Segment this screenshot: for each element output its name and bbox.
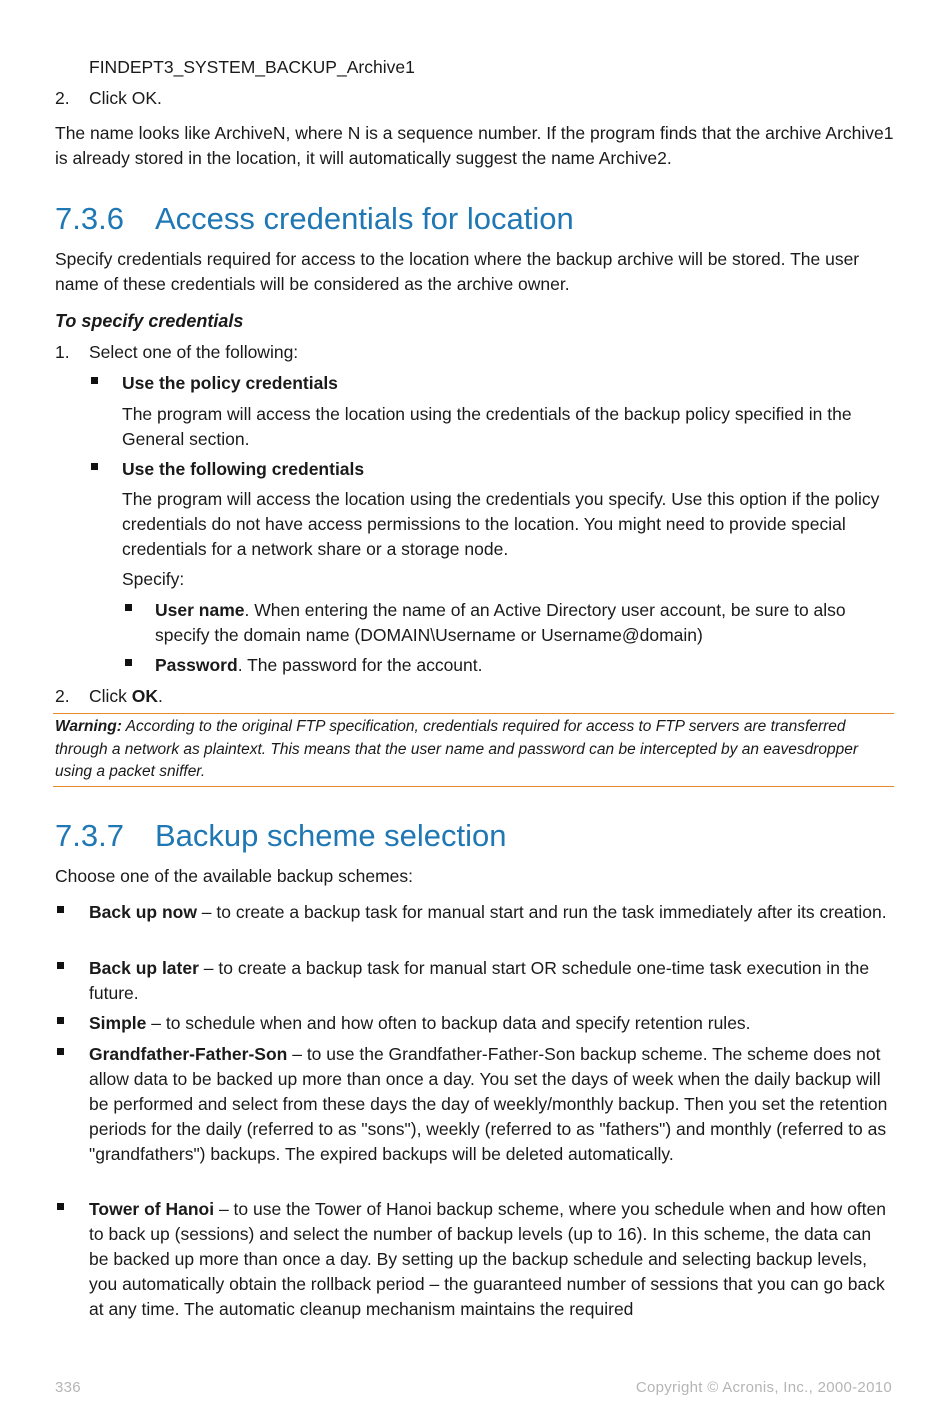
list-item: Back up later – to create a backup task for manual start OR schedule one-time task execution in the future. — [89, 958, 870, 1003]
specify-label: Specify: — [122, 569, 185, 589]
bullet-icon — [125, 659, 132, 666]
option-description: The program will access the location using the credentials of the backup policy specified in the General section. — [122, 404, 852, 449]
step-number: 2. — [55, 686, 70, 706]
bullet-icon — [91, 377, 98, 384]
list-item: Tower of Hanoi – to use the Tower of Hanoi backup scheme, where you schedule when and how often to back up (sessions) and select the number of backup levels (up to 16). In this scheme, the data can be backed up more than once a day. By setting up the backup schedule and selecting backup levels, you automatically obtain the rollback period – the guaranteed number of sessions that you can go back at any time. The automatic cleanup mechanism maintains the required — [89, 1199, 886, 1319]
bullet-icon — [57, 962, 64, 969]
section-number: 7.3.7 — [55, 818, 124, 853]
step-text: Click OK. — [89, 686, 163, 706]
archive-name-example: FINDEPT3_SYSTEM_BACKUP_Archive1 — [89, 57, 415, 77]
section-title: Access credentials for location — [155, 201, 574, 236]
procedure-title: To specify credentials — [55, 311, 244, 331]
bullet-icon — [57, 906, 64, 913]
warning-label: Warning: — [55, 718, 122, 735]
bullet-icon — [57, 1048, 64, 1055]
section-intro: Specify credentials required for access to the location where the backup archive will be stored. The user name of these credentials will be considered as the archive owner. — [55, 249, 860, 294]
option-description: The program will access the location using the credentials you specify. Use this option if the policy credentials do not have access permissions to the location. You might need to provide special credentials for a network share or a storage node. — [122, 489, 880, 559]
step-text: Select one of the following: — [89, 342, 299, 362]
option-title: Use the policy credentials — [122, 373, 338, 393]
archive-name-note: The name looks like ArchiveN, where N is a sequence number. If the program finds that the archive Archive1 is already stored in the location, it will automatically suggest the name Archive2. — [55, 123, 894, 168]
bullet-icon — [57, 1203, 64, 1210]
list-item: Back up now – to create a backup task for manual start and run the task immediately after its creation. — [89, 902, 887, 922]
step-number: 1. — [55, 342, 70, 362]
list-item: Grandfather-Father-Son – to use the Grandfather-Father-Son backup scheme. The scheme does not allow data to be backed up more than once a day. You set the days of week when the daily backup will be performed and select from these days the day of weekly/monthly backup. Then you set the retention periods for the daily (referred to as "sons"), weekly (referred to as "fathers") and monthly (referred to as "grandfathers") backups. The expired backups will be deleted automatically. — [89, 1044, 888, 1164]
step-text: Click OK. — [89, 88, 162, 108]
bullet-icon — [125, 604, 132, 611]
section-intro: Choose one of the available backup schemes: — [55, 866, 414, 886]
password-item: Password. The password for the account. — [155, 655, 483, 675]
page-number: 336 — [55, 1379, 81, 1396]
list-item: Simple – to schedule when and how often to backup data and specify retention rules. — [89, 1013, 751, 1033]
copyright: Copyright © Acronis, Inc., 2000-2010 — [635, 1379, 892, 1396]
warning-box — [53, 713, 894, 787]
section-title: Backup scheme selection — [155, 818, 507, 853]
username-item: User name. When entering the name of an Active Directory user account, be sure to also specify the domain name (DOMAIN\Username or Username@domain) — [155, 600, 846, 645]
option-title: Use the following credentials — [122, 459, 365, 479]
step-number: 2. — [55, 88, 70, 108]
bullet-icon — [91, 463, 98, 470]
warning-text: Warning: According to the original FTP specification, credentials required for access to FTP servers are transferred through a network as plaintext. This means that the user name and password can be intercepted by an eavesdropper using a packet sniffer. — [55, 718, 859, 780]
section-number: 7.3.6 — [55, 201, 124, 236]
bullet-icon — [57, 1017, 64, 1024]
